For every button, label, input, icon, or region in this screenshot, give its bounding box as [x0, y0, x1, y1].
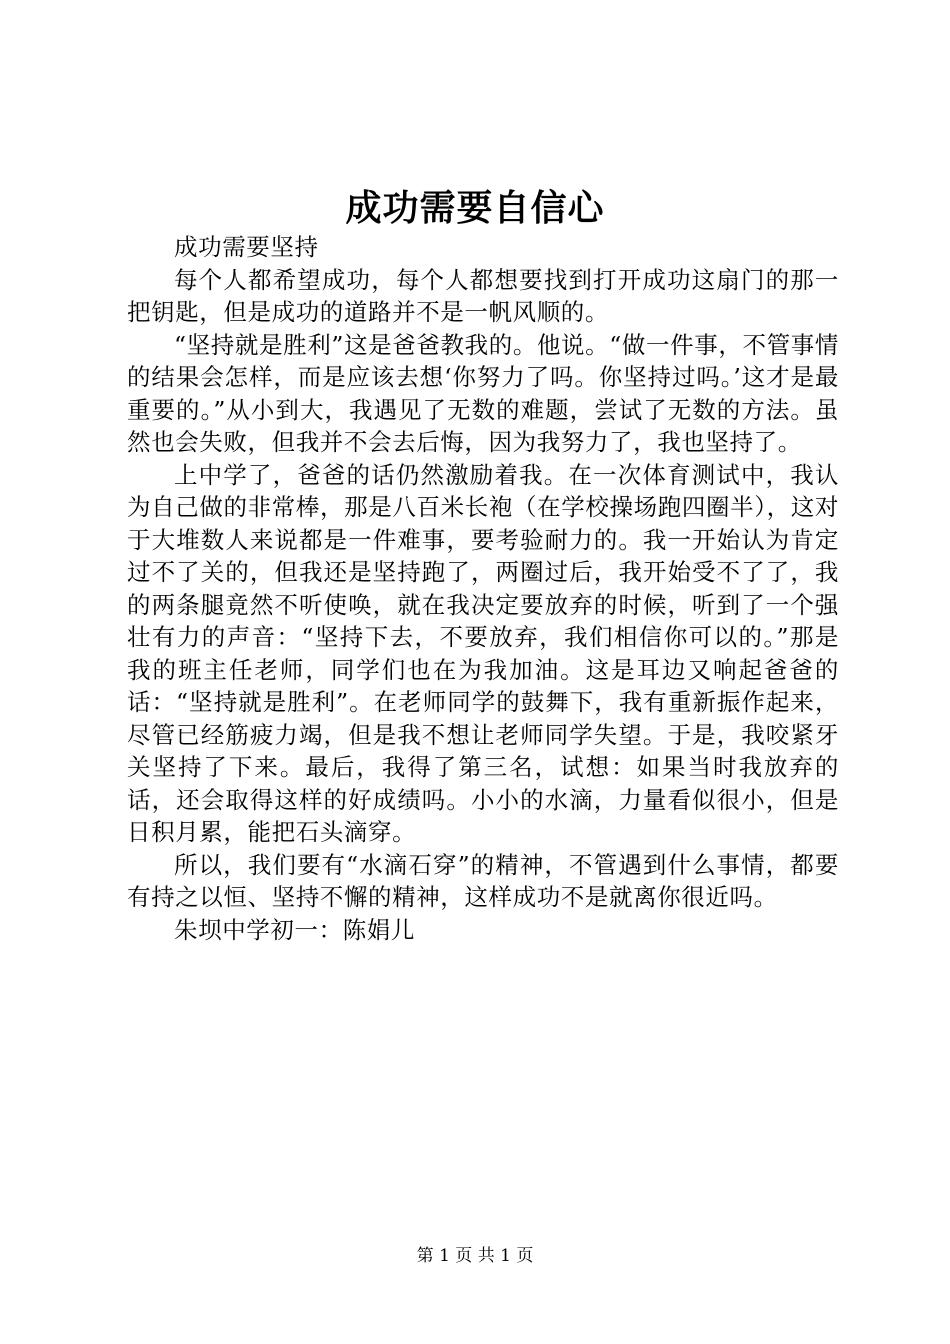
paragraph-intro: 每个人都希望成功，每个人都想要找到打开成功这扇门的那一把钥匙，但是成功的道路并不是一帆风顺的。 — [127, 265, 839, 326]
document-body — [127, 231, 839, 946]
paragraph-father-advice: “坚持就是胜利”这是爸爸教我的。他说。“做一件事，不管事情的结果会怎样，而是应该去想‘你努力了吗。你坚持过吗。’这才是最重要的。”从小到大，我遇见了无数的难题，尝试了无数的方法。虽然也会失败，但我并不会去后悔，因为我努力了，我也坚持了。 — [127, 330, 839, 456]
paragraph-author: 朱坝中学初一：陈娟儿 — [174, 915, 415, 944]
page-footer: 第 1 页 共 1 页 — [416, 1246, 534, 1266]
paragraph-subtitle: 成功需要坚持 — [174, 233, 319, 261]
paragraph-conclusion: 所以，我们要有“水滴石穿”的精神，不管遇到什么事情，都要有持之以恒、坚持不懈的精神，这样成功不是就离你很近吗。 — [127, 850, 839, 911]
paragraph-running-test: 上中学了，爸爸的话仍然激励着我。在一次体育测试中，我认为自己做的非常棒，那是八百米长袍（在学校操场跑四圈半），这对于大堆数人来说都是一件难事，要考验耐力的。我一开始认为肯定过不了关的，但我还是坚持跑了，两圈过后，我开始受不了了，我的两条腿竟然不听使唤，就在我决定要放弃的时候，听到了一个强壮有力的声音：“坚持下去，不要放弃，我们相信你可以的。”那是我的班主任老师，同学们也在为我加油。这是耳边又响起爸爸的话：“坚持就是胜利”。在老师同学的鼓舞下，我有重新振作起来，尽管已经筋疲力竭，但是我不想让老师同学失望。于是，我咬紧牙关坚持了下来。最后，我得了第三名，试想：如果当时我放弃的话，还会取得这样的好成绩吗。小小的水滴，力量看似很小，但是日积月累，能把石头滴穿。 — [127, 460, 839, 846]
document-title: 成功需要自信心 — [345, 187, 605, 229]
